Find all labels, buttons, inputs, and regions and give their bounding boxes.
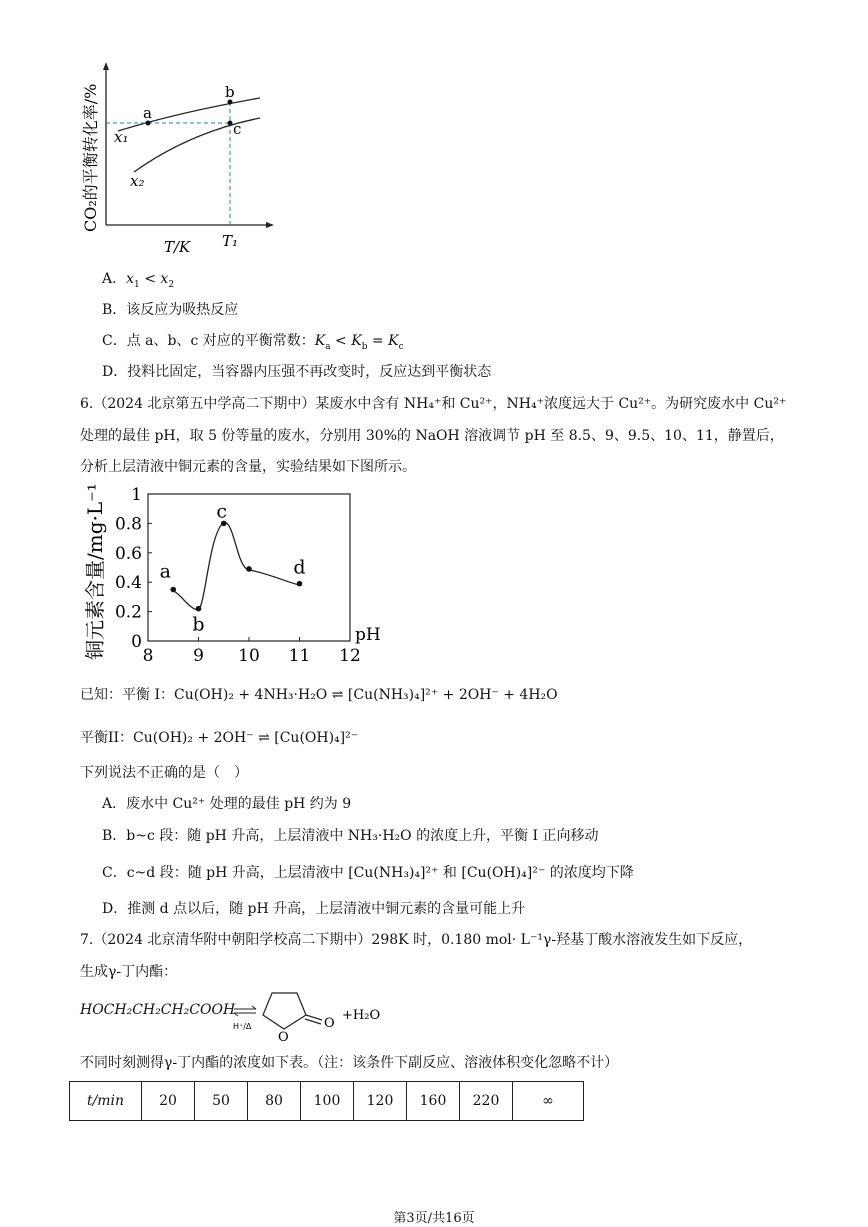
svg-text:O: O	[278, 1030, 289, 1045]
label-b: b	[225, 83, 235, 101]
q5-option-b: B．该反应为吸热反应	[102, 302, 239, 318]
q6-question: 下列说法不正确的是（ ）	[80, 765, 248, 781]
y-tick-label: 0.4	[114, 573, 142, 594]
table-cell: 80	[248, 1082, 301, 1121]
data-point-a	[170, 587, 176, 593]
q6-stem-line2: 处理的最佳 pH，取 5 份等量的废水，分别用 30%的 NaOH 溶液调节 pH 至 8.5、9、9.5、10、11，静置后，	[80, 428, 784, 444]
q5-option-c: C．点 a、b、c 对应的平衡常数：$K_a < K_b = K_c$	[102, 333, 404, 352]
data-point-b	[196, 606, 202, 612]
x-tick-label: 9	[193, 646, 204, 666]
q6-option-a: A．废水中 Cu²⁺ 处理的最佳 pH 约为 9	[102, 796, 352, 812]
data-point-d	[297, 581, 303, 587]
point-label-b: b	[192, 613, 205, 636]
table-cell: 160	[407, 1082, 460, 1121]
point-label-a: a	[159, 560, 171, 583]
y-tick-label: 0.8	[114, 514, 142, 535]
y-tick-label: 0.2	[114, 602, 142, 623]
q7-reaction	[80, 1002, 235, 1018]
label-a: a	[143, 104, 152, 122]
table-cell: 120	[354, 1082, 407, 1121]
table-cell: t/min	[70, 1082, 142, 1121]
q6-option-b: B．b~c 段：随 pH 升高，上层清液中 NH₃·H₂O 的浓度上升，平衡 I 正向移动	[102, 828, 599, 844]
q7-reaction-graphic	[232, 985, 392, 1045]
q6-known-eq1: 已知：平衡 I：Cu(OH)₂ + 4NH₃·H₂O ⇌ [Cu(NH₃)₄]²⁺ + 2OH⁻ + 4H₂O	[80, 687, 558, 703]
q7-table-intro: 不同时刻测得γ-丁内酯的浓度如下表。（注：该条件下副反应、溶液体积变化忽略不计）	[80, 1055, 619, 1071]
q6-stem-line3: 分析上层清液中铜元素的含量，实验结果如下图所示。	[80, 459, 416, 475]
q5-conversion-chart	[70, 60, 280, 260]
copper-curve	[174, 523, 299, 610]
y-axis-label: CO₂的平衡转化率/%	[81, 83, 100, 232]
label-c: c	[233, 120, 242, 138]
x-axis-unit-label: pH	[355, 625, 381, 645]
x-tick-label: 10	[238, 646, 260, 666]
q5-option-a: A．$x_1 < x_2$	[102, 271, 175, 290]
page-footer: 第3页/共16页	[393, 1211, 475, 1226]
x-axis-label: T/K	[164, 238, 191, 256]
label-x2: x₂	[130, 172, 145, 190]
lactone-ring-icon	[263, 993, 306, 1029]
q6-copper-chart	[72, 480, 402, 675]
point-label-d: d	[293, 556, 306, 579]
q6-option-c: C．c~d 段：随 pH 升高，上层清液中 [Cu(NH₃)₄]²⁺ 和 [Cu(OH)₄]²⁻ 的浓度均下降	[102, 865, 634, 881]
q7-reactant: HOCH₂CH₂CH₂COOH	[80, 1002, 236, 1018]
q7-product-tail: +H₂O	[342, 1008, 381, 1023]
x-tick-label: 12	[339, 646, 361, 666]
table-cell: 20	[142, 1082, 195, 1121]
point-label-c: c	[216, 500, 228, 523]
table-row	[70, 1082, 584, 1121]
table-cell: 100	[301, 1082, 354, 1121]
svg-text:O: O	[324, 1016, 335, 1031]
x-tick-label: 8	[142, 646, 154, 666]
t1-label: T₁	[222, 232, 239, 250]
q7-stem-line2: 生成γ-丁内酯：	[80, 964, 178, 980]
point-c	[228, 121, 233, 126]
q6-stem-line1: 6.（2024 北京第五中学高二下期中）某废水中含有 NH₄⁺和 Cu²⁺，NH₄⁺浓度远大于 Cu²⁺。为研究废水中 Cu²⁺	[80, 396, 787, 412]
y-tick-label: 1	[131, 485, 142, 505]
q6-option-d: D．推测 d 点以后，随 pH 升高，上层清液中铜元素的含量可能上升	[102, 901, 526, 917]
q7-stem-line1: 7.（2024 北京清华附中朝阳学校高二下期中）298K 时，0.180 mol· L⁻¹γ-羟基丁酸水溶液发生如下反应，	[80, 932, 753, 948]
q5-option-d: D．投料比固定，当容器内压强不再改变时，反应达到平衡状态	[102, 364, 492, 380]
table-cell: 50	[195, 1082, 248, 1121]
table-cell: ∞	[513, 1082, 584, 1121]
x-tick-label: 11	[288, 646, 311, 666]
q7-condition: H⁺/Δ	[233, 1022, 252, 1031]
label-x1: x₁	[114, 128, 129, 146]
y-tick-label: 0.6	[114, 543, 142, 564]
q6-known-eq2: 平衡II：Cu(OH)₂ + 2OH⁻ ⇌ [Cu(OH)₄]²⁻	[80, 730, 359, 746]
q7-concentration-table	[69, 1081, 584, 1121]
y-tick-label: 0	[131, 632, 142, 652]
y-axis-label: 铜元素含量/mg·L⁻¹	[83, 483, 107, 660]
data-point	[246, 566, 252, 572]
table-cell: 220	[460, 1082, 513, 1121]
